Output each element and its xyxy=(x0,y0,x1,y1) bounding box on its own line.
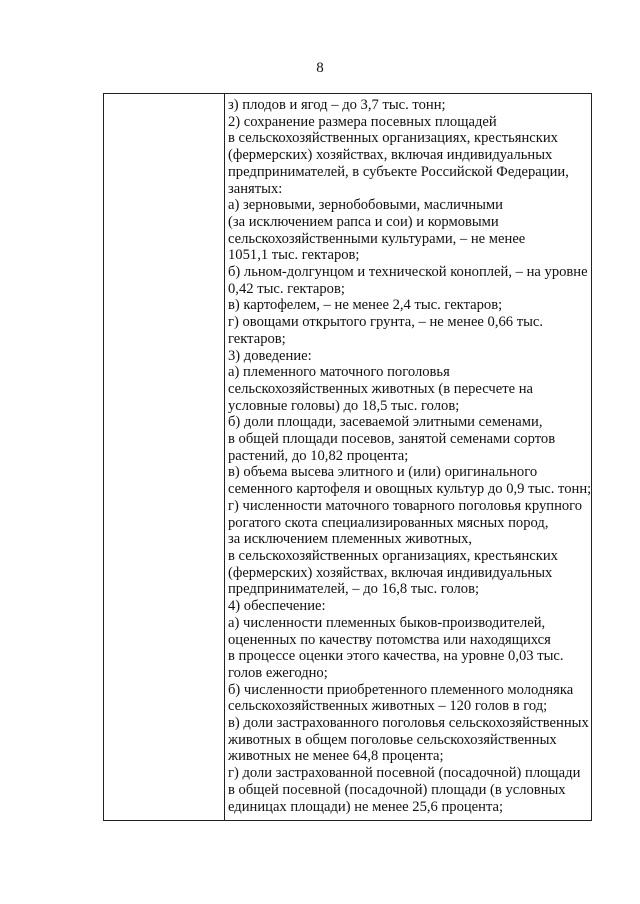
text-line: а) численности племенных быков-производителей, xyxy=(228,614,546,631)
text-line: растений, до 10,82 процента; xyxy=(228,447,409,464)
text-line: за исключением племенных животных, xyxy=(228,531,473,548)
text-line: (фермерских) хозяйствах, включая индивидуальных xyxy=(228,564,553,581)
text-line: 0,42 тыс. гектаров; xyxy=(228,280,345,297)
text-line: г) доли застрахованной посевной (посадочной) площади xyxy=(228,765,581,782)
text-line: г) численности маточного товарного поголовья крупного xyxy=(228,497,583,514)
text-line: в сельскохозяйственных организациях, крестьянских xyxy=(228,130,558,147)
text-line: животных в общем поголовье сельскохозяйственных xyxy=(228,731,557,748)
text-line: оцененных по качеству потомства или находящихся xyxy=(228,631,551,648)
text-line: г) овощами открытого грунта, – не менее 0,66 тыс. xyxy=(228,314,544,331)
text-line: з) плодов и ягод – до 3,7 тыс. тонн; xyxy=(228,97,446,113)
text-line: в) объема высева элитного и (или) оригинального xyxy=(228,464,538,481)
text-line: 4) обеспечение: xyxy=(228,598,326,615)
text-line: в процессе оценки этого качества, на уровне 0,03 тыс. xyxy=(228,648,564,665)
text-line: 2) сохранение размера посевных площадей xyxy=(228,113,497,130)
text-line: 1051,1 тыс. гектаров; xyxy=(228,247,360,264)
text-line: а) племенного маточного поголовья xyxy=(228,364,450,381)
text-line: предпринимателей, в субъекте Российской Федерации, xyxy=(228,163,569,180)
text-line: 3) доведение: xyxy=(228,347,312,364)
text-line: в общей площади посевов, занятой семенами сортов xyxy=(228,431,556,448)
text-line: а) зерновыми, зернобобовыми, масличными xyxy=(228,197,503,214)
document-table xyxy=(103,93,592,821)
text-line: голов ежегодно; xyxy=(228,664,328,681)
page-number: 8 xyxy=(316,60,324,76)
text-line: сельскохозяйственных животных – 120 голов в год; xyxy=(228,698,548,715)
text-line: в сельскохозяйственных организациях, крестьянских xyxy=(228,547,558,564)
text-line: б) льном-долгунцом и технической коноплей, – на уровне xyxy=(228,264,588,281)
text-line: (фермерских) хозяйствах, включая индивидуальных xyxy=(228,147,553,164)
text-line: сельскохозяйственными культурами, – не менее xyxy=(228,230,526,247)
table-left-cell xyxy=(104,94,225,820)
text-line: гектаров; xyxy=(228,330,286,347)
text-line: предпринимателей, – до 16,8 тыс. голов; xyxy=(228,581,480,598)
text-line: в) картофелем, – не менее 2,4 тыс. гектаров; xyxy=(228,297,503,314)
text-line: в общей посевной (посадочной) площади (в условных xyxy=(228,781,566,798)
text-line: семенного картофеля и овощных культур до 0,9 тыс. тонн; xyxy=(228,481,591,498)
text-line: единицах площади) не менее 25,6 процента; xyxy=(228,798,504,815)
text-line: животных не менее 64,8 процента; xyxy=(228,748,444,765)
text-line: б) доли площади, засеваемой элитными семенами, xyxy=(228,414,543,431)
table-right-cell xyxy=(225,94,591,820)
text-line: условные головы) до 18,5 тыс. голов; xyxy=(228,397,460,414)
text-line: в) доли застрахованного поголовья сельскохозяйственных xyxy=(228,715,589,732)
text-line: (за исключением рапса и сои) и кормовыми xyxy=(228,213,499,230)
text-line: сельскохозяйственных животных (в пересчете на xyxy=(228,380,534,397)
text-line: б) численности приобретенного племенного молодняка xyxy=(228,681,574,698)
text-line: занятых: xyxy=(228,180,283,197)
text-line: рогатого скота специализированных мясных пород, xyxy=(228,514,549,531)
